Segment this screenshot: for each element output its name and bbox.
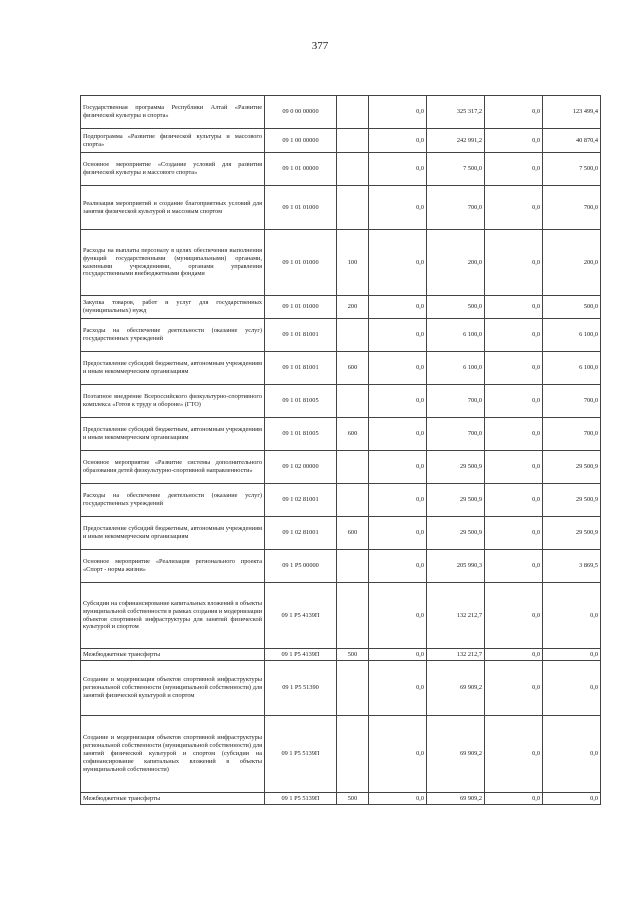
target-article-code-cell: 09 1 P5 5139П [265,793,337,805]
amount-cell-3: 0,0 [485,418,543,451]
amount-cell-4: 700,0 [543,385,601,418]
table-row [81,296,601,319]
table-row [81,418,601,451]
amount-cell-3: 0,0 [485,661,543,716]
target-article-code-cell: 09 1 01 01000 [265,230,337,296]
amount-cell-1: 0,0 [369,517,427,550]
target-article-code-cell: 09 0 00 00000 [265,96,337,129]
amount-cell-2: 69 909,2 [427,716,485,793]
expense-name-cell: Предоставление субсидий бюджетным, автономным учреждениям и иным некоммерческим организациям [81,418,265,451]
expense-type-code-cell: 200 [337,296,369,319]
amount-cell-4: 0,0 [543,661,601,716]
amount-cell-3: 0,0 [485,319,543,352]
amount-cell-1: 0,0 [369,385,427,418]
expense-type-code-cell: 500 [337,649,369,661]
amount-cell-1: 0,0 [369,319,427,352]
target-article-code-cell: 09 1 P5 4139П [265,649,337,661]
amount-cell-1: 0,0 [369,550,427,583]
amount-cell-3: 0,0 [485,649,543,661]
amount-cell-4: 29 500,9 [543,517,601,550]
target-article-code-cell: 09 1 02 00000 [265,451,337,484]
table-row [81,517,601,550]
amount-cell-4: 700,0 [543,186,601,230]
amount-cell-3: 0,0 [485,153,543,186]
expense-name-cell: Основное мероприятие «Создание условий для развития физической культуры и массового спорта» [81,153,265,186]
expense-name-cell: Государственная программа Республики Алтай «Развитие физической культуры и спорта» [81,96,265,129]
amount-cell-2: 242 991,2 [427,129,485,153]
amount-cell-2: 29 500,9 [427,517,485,550]
expense-name-cell: Субсидии на софинансирование капитальных вложений в объекты муниципальной собственности в рамках создания и модернизации объектов спортивной инфраструктуры для занятий физической культурой и спортом [81,583,265,649]
target-article-code-cell: 09 1 P5 5139П [265,716,337,793]
amount-cell-1: 0,0 [369,186,427,230]
expense-name-cell: Основное мероприятие «Развитие системы дополнительного образования детей физкультурно-спортивной направленности» [81,451,265,484]
amount-cell-2: 205 990,3 [427,550,485,583]
amount-cell-4: 6 100,0 [543,319,601,352]
expense-type-code-cell: 600 [337,517,369,550]
amount-cell-2: 325 317,2 [427,96,485,129]
expense-type-code-cell [337,385,369,418]
expense-name-cell: Предоставление субсидий бюджетным, автономным учреждениям и иным некоммерческим организациям [81,517,265,550]
amount-cell-3: 0,0 [485,716,543,793]
amount-cell-2: 500,0 [427,296,485,319]
expense-name-cell: Создание и модернизация объектов спортивной инфраструктуры региональной собственности (муниципальной собственности) для занятий физической культурой и спортом [81,661,265,716]
expense-type-code-cell: 600 [337,418,369,451]
table-body [81,96,601,805]
expense-name-cell: Межбюджетные трансферты [81,649,265,661]
amount-cell-1: 0,0 [369,661,427,716]
table-row [81,583,601,649]
expense-type-code-cell [337,129,369,153]
expense-type-code-cell: 500 [337,793,369,805]
amount-cell-3: 0,0 [485,385,543,418]
amount-cell-3: 0,0 [485,296,543,319]
amount-cell-4: 700,0 [543,418,601,451]
amount-cell-4: 0,0 [543,649,601,661]
amount-cell-3: 0,0 [485,517,543,550]
amount-cell-1: 0,0 [369,296,427,319]
amount-cell-1: 0,0 [369,129,427,153]
amount-cell-3: 0,0 [485,129,543,153]
budget-table [80,95,601,805]
expense-type-code-cell [337,716,369,793]
table-row [81,550,601,583]
amount-cell-1: 0,0 [369,352,427,385]
amount-cell-1: 0,0 [369,230,427,296]
amount-cell-4: 0,0 [543,583,601,649]
expense-name-cell: Основное мероприятие «Реализация регионального проекта «Спорт - норма жизни» [81,550,265,583]
target-article-code-cell: 09 1 02 81001 [265,517,337,550]
expense-type-code-cell: 600 [337,352,369,385]
amount-cell-3: 0,0 [485,451,543,484]
amount-cell-4: 123 499,4 [543,96,601,129]
amount-cell-4: 3 869,5 [543,550,601,583]
target-article-code-cell: 09 1 01 00000 [265,153,337,186]
amount-cell-1: 0,0 [369,96,427,129]
target-article-code-cell: 09 1 01 81005 [265,385,337,418]
target-article-code-cell: 09 1 P5 51390 [265,661,337,716]
amount-cell-3: 0,0 [485,352,543,385]
target-article-code-cell: 09 1 01 01000 [265,296,337,319]
expense-type-code-cell [337,583,369,649]
amount-cell-4: 6 100,0 [543,352,601,385]
amount-cell-2: 700,0 [427,418,485,451]
expense-type-code-cell [337,186,369,230]
table-row [81,385,601,418]
target-article-code-cell: 09 1 02 81001 [265,484,337,517]
target-article-code-cell: 09 1 P5 00000 [265,550,337,583]
amount-cell-3: 0,0 [485,186,543,230]
expense-name-cell: Межбюджетные трансферты [81,793,265,805]
expense-name-cell: Подпрограмма «Развитие физической культуры и массового спорта» [81,129,265,153]
target-article-code-cell: 09 1 01 81001 [265,319,337,352]
table-row [81,153,601,186]
expense-type-code-cell [337,484,369,517]
table-row [81,716,601,793]
amount-cell-4: 29 500,9 [543,451,601,484]
expense-name-cell: Реализация мероприятий и создание благоприятных условий для занятия физической культурой и массовым спортом [81,186,265,230]
expense-type-code-cell: 100 [337,230,369,296]
amount-cell-4: 7 500,0 [543,153,601,186]
table-row [81,352,601,385]
table-row [81,96,601,129]
amount-cell-2: 6 100,0 [427,352,485,385]
table-row [81,129,601,153]
table-row [81,484,601,517]
target-article-code-cell: 09 1 P5 4139П [265,583,337,649]
target-article-code-cell: 09 1 00 00000 [265,129,337,153]
expense-name-cell: Закупка товаров, работ и услуг для государственных (муниципальных) нужд [81,296,265,319]
expense-name-cell: Предоставление субсидий бюджетным, автономным учреждениям и иным некоммерческим организациям [81,352,265,385]
amount-cell-4: 0,0 [543,716,601,793]
amount-cell-2: 700,0 [427,186,485,230]
amount-cell-3: 0,0 [485,793,543,805]
amount-cell-2: 69 909,2 [427,661,485,716]
amount-cell-4: 500,0 [543,296,601,319]
expense-type-code-cell [337,550,369,583]
amount-cell-4: 29 500,9 [543,484,601,517]
amount-cell-2: 7 500,0 [427,153,485,186]
table-row [81,230,601,296]
amount-cell-2: 132 212,7 [427,583,485,649]
amount-cell-2: 29 500,9 [427,484,485,517]
amount-cell-3: 0,0 [485,550,543,583]
amount-cell-1: 0,0 [369,716,427,793]
expense-name-cell: Поэтапное внедрение Всероссийского физкультурно-спортивного комплекса «Готов к труду и обороне» (ГТО) [81,385,265,418]
table-row [81,793,601,805]
table-row [81,661,601,716]
amount-cell-1: 0,0 [369,451,427,484]
amount-cell-3: 0,0 [485,484,543,517]
amount-cell-1: 0,0 [369,418,427,451]
expense-name-cell: Расходы на обеспечение деятельности (оказание услуг) государственных учреждений [81,319,265,352]
expense-type-code-cell [337,96,369,129]
target-article-code-cell: 09 1 01 81005 [265,418,337,451]
expense-name-cell: Создание и модернизация объектов спортивной инфраструктуры региональной собственности (муниципальной собственности) для занятий физической культурой и спортом (субсидии на софинансирование капитальных вложений в объекты муниципальной собственности) [81,716,265,793]
amount-cell-4: 40 870,4 [543,129,601,153]
amount-cell-1: 0,0 [369,649,427,661]
amount-cell-1: 0,0 [369,153,427,186]
amount-cell-2: 29 500,9 [427,451,485,484]
amount-cell-3: 0,0 [485,583,543,649]
amount-cell-2: 700,0 [427,385,485,418]
table-row [81,451,601,484]
amount-cell-3: 0,0 [485,230,543,296]
expense-type-code-cell [337,153,369,186]
expense-type-code-cell [337,661,369,716]
amount-cell-4: 200,0 [543,230,601,296]
expense-name-cell: Расходы на выплаты персоналу в целях обеспечения выполнения функций государственными (муниципальными) органами, казенными учреждениями, органами управления государственными внебюджетными фондами [81,230,265,296]
table-row [81,186,601,230]
target-article-code-cell: 09 1 01 01000 [265,186,337,230]
table-row [81,319,601,352]
target-article-code-cell: 09 1 01 81001 [265,352,337,385]
amount-cell-2: 132 212,7 [427,649,485,661]
expense-type-code-cell [337,451,369,484]
amount-cell-2: 6 100,0 [427,319,485,352]
amount-cell-1: 0,0 [369,583,427,649]
amount-cell-1: 0,0 [369,793,427,805]
amount-cell-1: 0,0 [369,484,427,517]
amount-cell-3: 0,0 [485,96,543,129]
amount-cell-2: 200,0 [427,230,485,296]
amount-cell-4: 0,0 [543,793,601,805]
table-row [81,649,601,661]
page-number: 377 [311,40,329,52]
amount-cell-2: 69 909,2 [427,793,485,805]
expense-type-code-cell [337,319,369,352]
expense-name-cell: Расходы на обеспечение деятельности (оказание услуг) государственных учреждений [81,484,265,517]
